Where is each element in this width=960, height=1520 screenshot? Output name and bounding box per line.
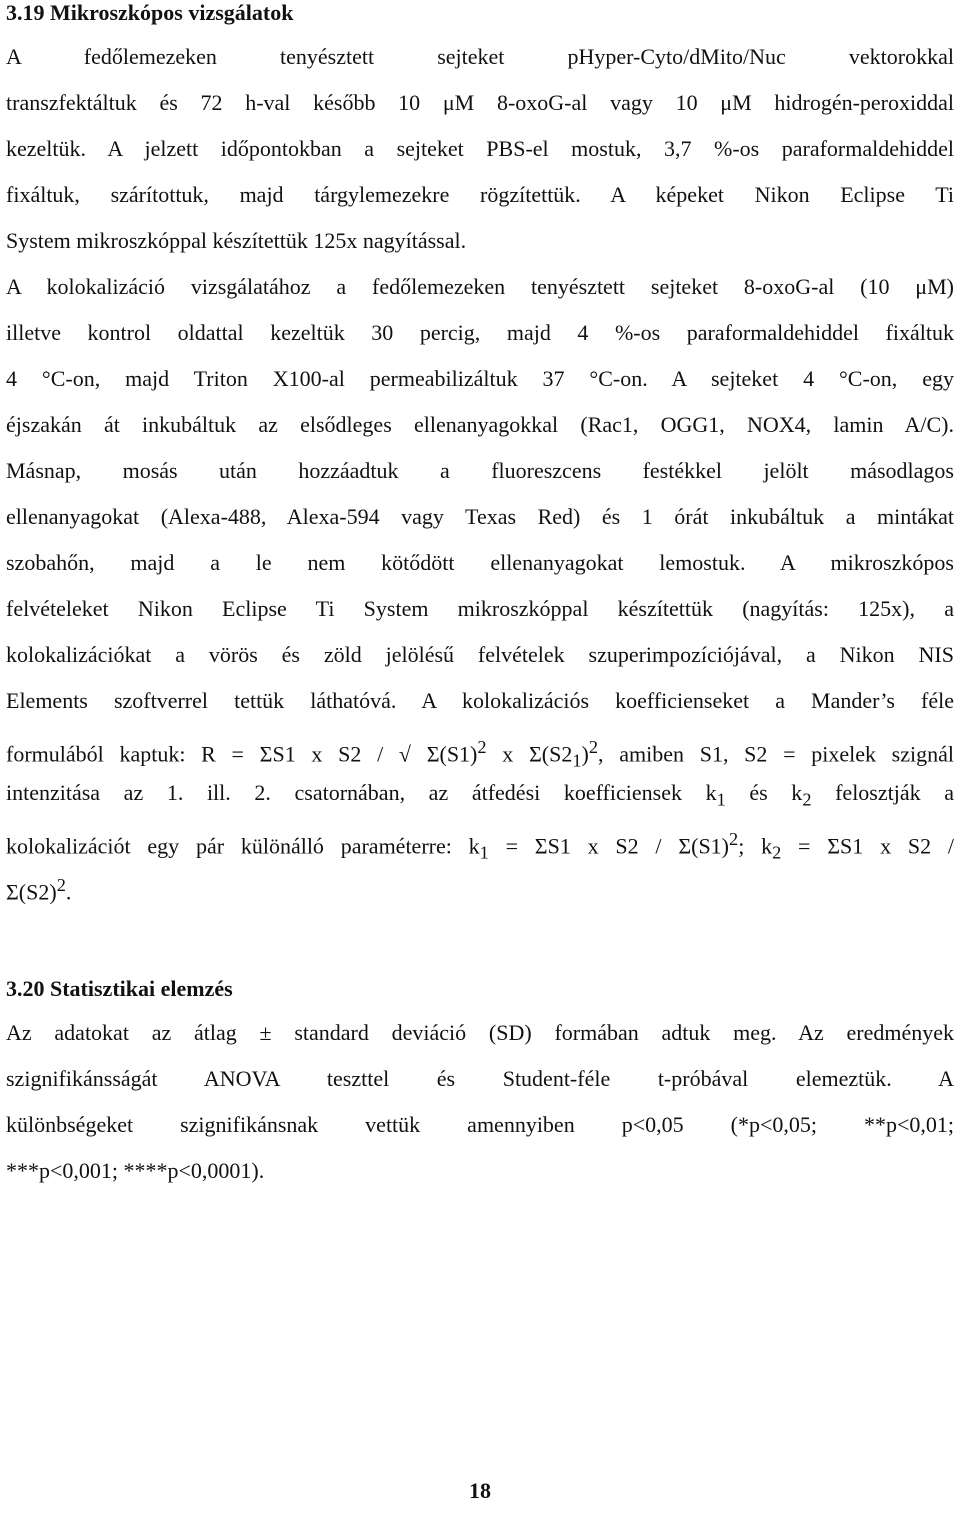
formula-text: , amiben S1, S2 = pixelek szignál: [598, 741, 955, 767]
superscript: 2: [56, 875, 66, 895]
paragraph-line: transzfektáltuk és 72 h-val később 10 μM 8-oxoG-al vagy 10 μM hidrogén-peroxiddal: [6, 90, 954, 115]
paragraph-line: ***p<0,001; ****p<0,0001).: [6, 1158, 265, 1183]
formula-text: ; k: [738, 833, 773, 859]
formula-last-line: [6, 872, 954, 905]
paragraph-line: 4 °C-on, majd Triton X100-al permeabilizáltuk 37 °C-on. A sejteket 4 °C-on, egy: [6, 366, 954, 391]
paragraph-line: szobahőn, majd a le nem kötődött ellenanyagokat lemostuk. A mikroszkópos: [6, 550, 954, 575]
formula-text: intenzitása az 1. ill. 2. csatornában, az átfedési koefficiensek k: [6, 780, 717, 805]
paragraph-line: A kolokalizáció vizsgálatához a fedőlemezeken tenyésztett sejteket 8-oxoG-al (10 μM): [6, 274, 954, 299]
subscript: 1: [479, 842, 489, 863]
superscript: 2: [588, 737, 599, 757]
formula-text: = ΣS1 x S2 / Σ(S1): [488, 833, 730, 859]
paragraph-line: felvételeket Nikon Eclipse Ti System mikroszkóppal készítettük (nagyítás: 125x), a: [6, 596, 954, 621]
paragraph-line: illetve kontrol oldattal kezeltük 30 percig, majd 4 %-os paraformaldehiddel fixáltuk: [6, 320, 954, 345]
paragraph-line: kolokalizációkat a vörös és zöld jelölésű felvételek szuperimpozíciójával, a Nikon NIS: [6, 642, 954, 667]
kolokalizacio-line: [6, 826, 954, 866]
formula-text: formulából kaptuk: R = ΣS1 x S2 / √ Σ(S1): [6, 741, 478, 767]
paragraph-line: ellenanyagokat (Alexa-488, Alexa-594 vagy Texas Red) és 1 órát inkubáltuk a mintákat: [6, 504, 954, 529]
formula-line: [6, 734, 954, 774]
superscript: 2: [729, 829, 739, 849]
paragraph-line: Elements szoftverrel tettük láthatóvá. A kolokalizációs koefficienseket a Mander’s féle: [6, 688, 954, 713]
paragraph-line: Másnap, mosás után hozzáadtuk a fluoreszcens festékkel jelölt másodlagos: [6, 458, 954, 483]
subscript: 1: [716, 789, 726, 810]
formula-text: ): [581, 741, 589, 767]
paragraph-line: System mikroszkóppal készítettük 125x nagyítással.: [6, 228, 467, 253]
paragraph-line: különbségeket szignifikánsnak vettük amennyiben p<0,05 (*p<0,05; **p<0,01;: [6, 1112, 954, 1137]
subscript: 2: [772, 842, 782, 863]
paragraph-line: éjszakán át inkubáltuk az elsődleges ellenanyagokkal (Rac1, OGG1, NOX4, lamin A/C).: [6, 412, 954, 437]
paragraph-line: kezeltük. A jelzett időpontokban a sejteket PBS-el mostuk, 3,7 %-os paraformaldehiddel: [6, 136, 954, 161]
formula-text: és k: [725, 780, 803, 805]
paragraph-line: A fedőlemezeken tenyésztett sejteket pHyper-Cyto/dMito/Nuc vektorokkal: [6, 44, 954, 69]
formula-text: .: [65, 879, 72, 905]
paragraph-line: Az adatokat az átlag ± standard deviáció (SD) formában adtuk meg. Az eredmények: [6, 1020, 954, 1045]
page-number: 18: [469, 1478, 491, 1503]
formula-text: kolokalizációt egy pár különálló paraméterre: k: [6, 833, 480, 859]
subscript: 2: [802, 789, 812, 810]
formula-text: x Σ(S2: [486, 741, 573, 767]
paragraph-line: fixáltuk, szárítottuk, majd tárgylemezekre rögzítettük. A képeket Nikon Eclipse Ti: [6, 182, 954, 207]
paragraph-line: szignifikánsságát ANOVA teszttel és Student-féle t-próbával elemeztük. A: [6, 1066, 954, 1091]
formula-text: Σ(S2): [6, 879, 57, 905]
formula-text: felosztják a: [811, 780, 954, 805]
section-heading-320: 3.20 Statisztikai elemzés: [6, 976, 233, 1001]
superscript: 2: [477, 737, 487, 757]
section-heading-319: 3.19 Mikroszkópos vizsgálatok: [6, 0, 294, 25]
subscript: 1: [572, 750, 582, 771]
formula-text: = ΣS1 x S2 /: [781, 833, 954, 859]
intensity-line: [6, 780, 954, 812]
